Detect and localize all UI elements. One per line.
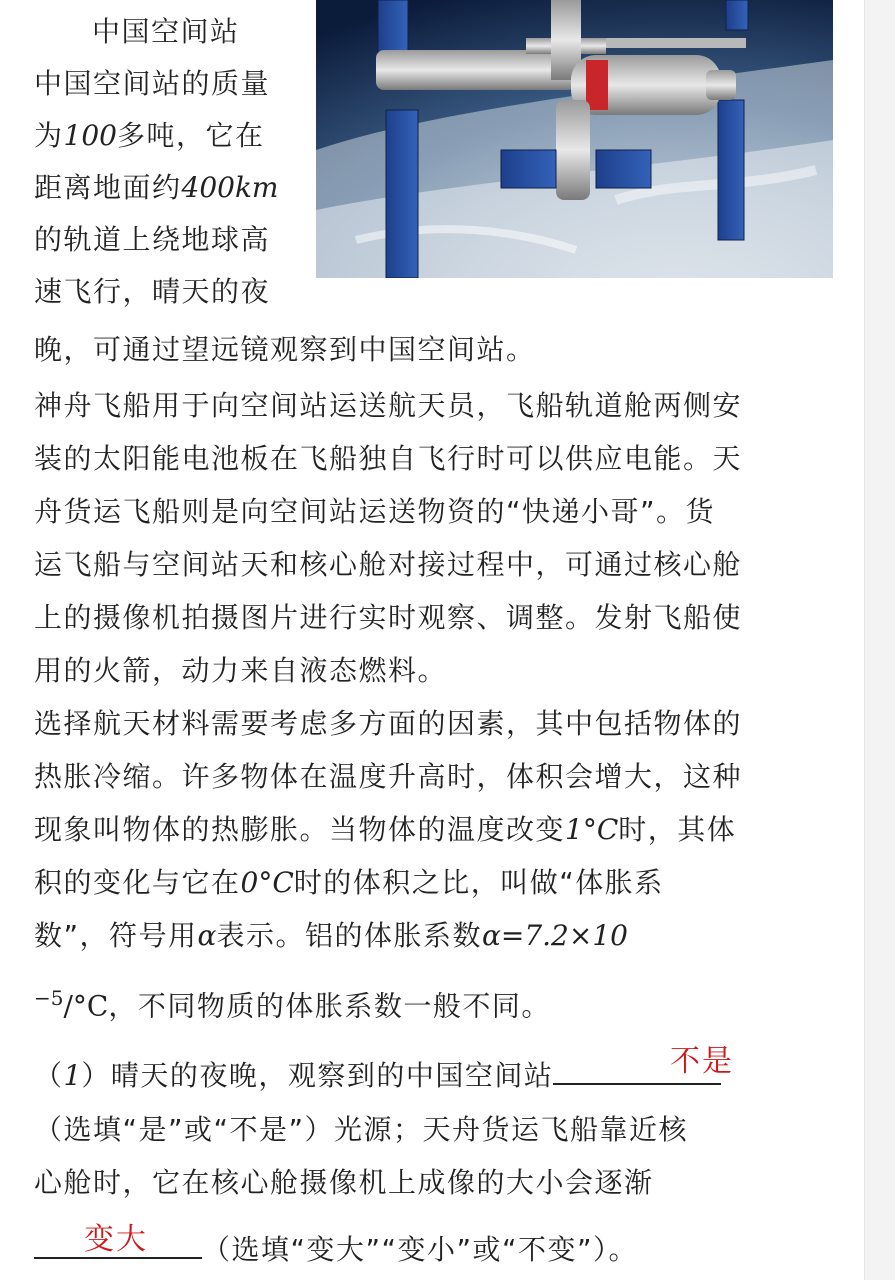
space-station-photo [316, 0, 833, 278]
para1-line1: 中国空间站的质量 [34, 67, 271, 100]
para2-line3: 舟货运飞船则是向空间站运送物资的“快递小哥”。货 [34, 495, 716, 528]
para1-line5: 速飞行，晴天的夜 [34, 275, 271, 308]
para3-line4: 积的变化与它在0°C时的体积之比，叫做“体胀系 [34, 866, 664, 899]
answer-text-2: 变大 [84, 1222, 148, 1257]
para3-line3: 现象叫物体的热膨胀。当物体的温度改变1°C时，其体 [34, 813, 737, 846]
article-title: 中国空间站 [92, 15, 240, 48]
para3-line2: 热胀冷缩。许多物体在温度升高时，体积会增大，这种 [34, 760, 743, 793]
para2-line6: 用的火箭，动力来自液态燃料。 [34, 654, 448, 687]
question1-line1: （1）晴天的夜晚，观察到的中国空间站 [34, 1050, 721, 1102]
question1-line4: （选填“变大”“变小”或“不变”）。 [34, 1224, 638, 1276]
para3-line6: $^{-5}$/°C，不同物质的体胀系数一般不同。 [34, 986, 551, 1023]
para1-line2: 为100多吨，它在 [34, 119, 265, 152]
para2-line4: 运飞船与空间站天和核心舱对接过程中，可通过核心舱 [34, 548, 743, 581]
right-margin [864, 0, 895, 1280]
para2-line5: 上的摄像机拍摄图片进行实时观察、调整。发射飞船使 [34, 601, 743, 634]
question1-line3: 心舱时，它在核心舱摄像机上成像的大小会逐渐 [34, 1166, 654, 1199]
para1-line6: 晚，可通过望远镜观察到中国空间站。 [34, 333, 536, 366]
para2-line1: 神舟飞船用于向空间站运送航天员，飞船轨道舱两侧安 [34, 389, 743, 422]
para1-line3: 距离地面约400km [34, 171, 279, 204]
answer-text-1: 不是 [670, 1044, 734, 1079]
para3-line1: 选择航天材料需要考虑多方面的因素，其中包括物体的 [34, 707, 743, 740]
para3-line5: 数”，符号用α表示。铝的体胀系数α=7.2×10 [34, 919, 628, 952]
question1-line2: （选填“是”或“不是”）光源；天舟货运飞船靠近核 [34, 1113, 689, 1146]
para1-line4: 的轨道上绕地球高 [34, 223, 271, 256]
para2-line2: 装的太阳能电池板在飞船独自飞行时可以供应电能。天 [34, 442, 743, 475]
